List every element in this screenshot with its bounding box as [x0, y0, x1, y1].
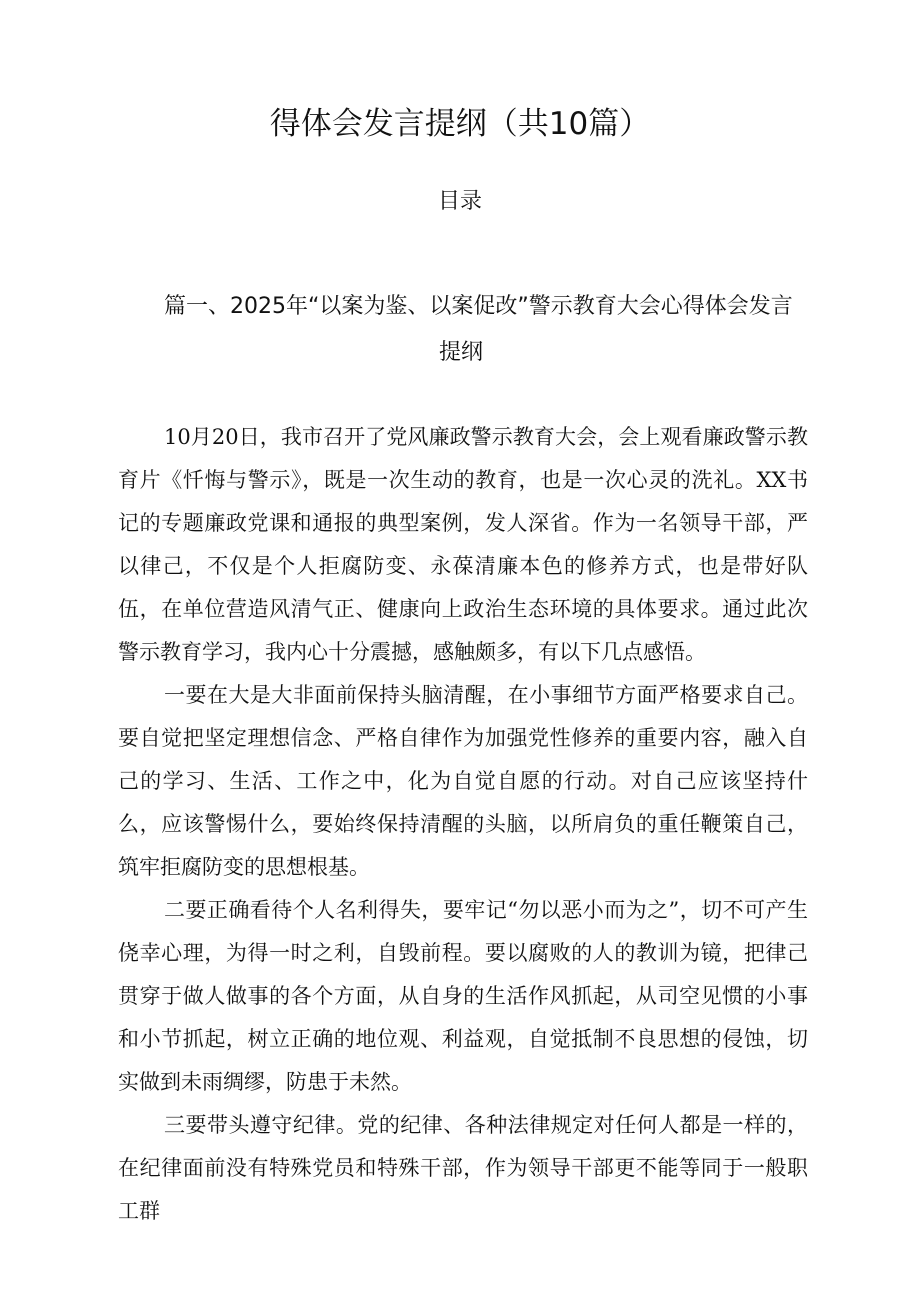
body-paragraph: 10月20日，我市召开了党风廉政警示教育大会，会上观看廉政警示教育片《忏悔与警示》，既是一次生动的教育，也是一次心灵的洗礼。XX书记的专题廉政党课和通报的典型案例，发人深省。作为一名领导干部，严以律己，不仅是个人拒腐防变、永葆清廉本色的修养方式，也是带好队伍，在单位营造风清气正、健康向上政治生态环境的具体要求。通过此次警示教育学习，我内心十分震撼，感触颇多，有以下几点感悟。 — [118, 425, 808, 664]
toc-entry-line: 篇一、2025年“以案为鉴、以案促改”警示教育大会心得体会发言 — [164, 294, 793, 319]
toc-heading: 目录 — [437, 189, 482, 214]
body-paragraph: 一要在大是大非面前保持头脑清醒，在小事细节方面严格要求自己。要自觉把坚定理想信念、严格自律作为加强党性修养的重要内容，融入自己的学习、生活、工作之中，化为自觉自愿的行动。对自己应该坚持什么，应该警惕什么，要始终保持清醒的头脑，以所肩负的重任鞭策自己，筑牢拒腐防变的思想根基。 — [118, 683, 808, 879]
toc-entry[interactable] — [118, 284, 804, 376]
body-paragraph: 三要带头遵守纪律。党的纪律、各种法律规定对任何人都是一样的，在纪律面前没有特殊党员和特殊干部，作为领导干部更不能等同于一般职工群 — [118, 1113, 808, 1223]
toc-entry-line: 提纲 — [438, 340, 483, 365]
body-paragraph: 二要正确看待个人名利得失，要牢记“勿以恶小而为之”，切不可产生侥幸心理，为得一时之利，自毁前程。要以腐败的人的教训为镜，把律己贯穿于做人做事的各个方面，从自身的生活作风抓起，从司空见惯的小事和小节抓起，树立正确的地位观、利益观，自觉抵制不良思想的侵蚀，切实做到未雨绸缪，防患于未然。 — [118, 898, 808, 1094]
document-title: 得体会发言提纲（共10篇） — [269, 106, 651, 142]
document-body — [118, 416, 808, 1233]
